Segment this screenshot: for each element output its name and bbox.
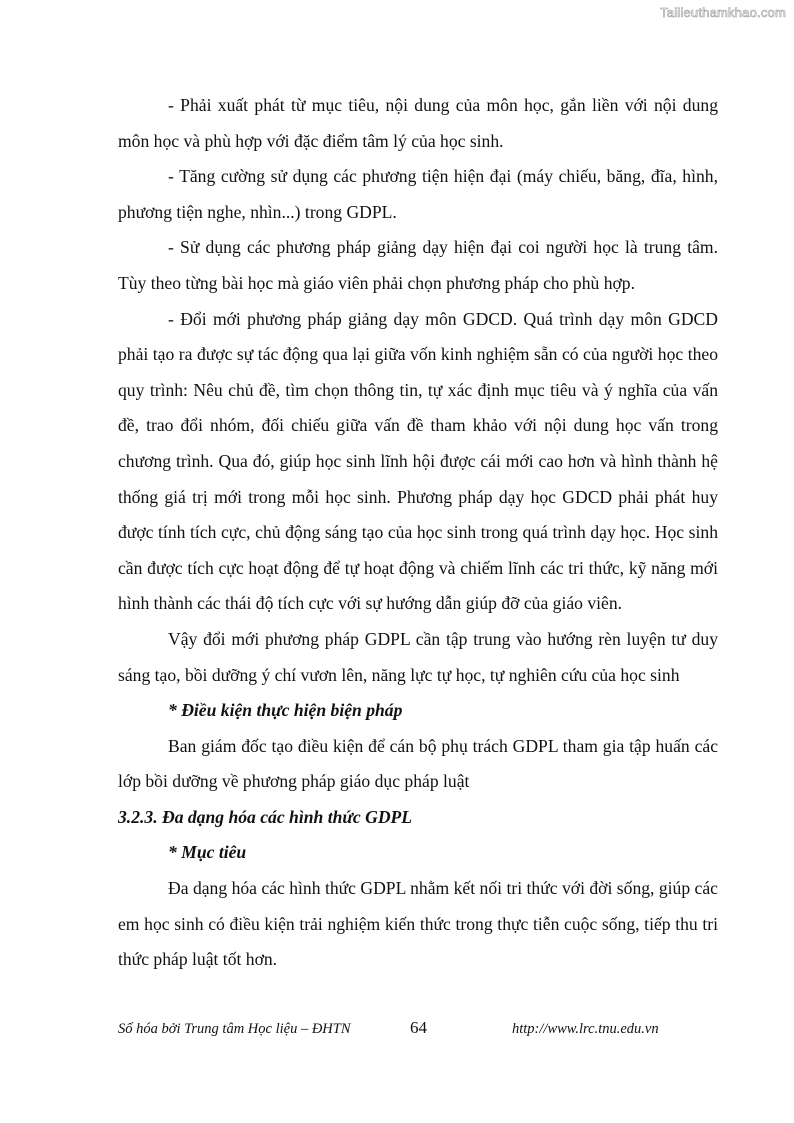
condition-heading: * Điều kiện thực hiện biện pháp: [168, 700, 403, 721]
page-number: 64: [410, 1018, 427, 1037]
paragraph-learner-centered: - Sử dụng các phương pháp giảng dạy hiện đại coi người học là trung tâm. Tùy theo từng bài học mà giáo viên phải chọn phương pháp cho phù hợp.: [118, 237, 718, 293]
document-body: [118, 88, 718, 978]
objective-paragraph: Đa dạng hóa các hình thức GDPL nhằm kết nối tri thức với đời sống, giúp các em học sinh có điều kiện trải nghiệm kiến thức trong thực tiễn cuộc sống, tiếp thu tri thức pháp luật tốt hơn.: [118, 878, 718, 970]
paragraph-gdcd-innovation: - Đổi mới phương pháp giảng dạy môn GDCD. Quá trình dạy môn GDCD phải tạo ra được sự tác động qua lại giữa vốn kinh nghiệm sẵn có của người học theo quy trình: Nêu chủ đề, tìm chọn thông tin, tự xác định mục tiêu và ý nghĩa của vấn đề, trao đổi nhóm, đối chiếu giữa vấn đề tham khảo với nội dung học vấn trong chương trình. Qua đó, giúp học sinh lĩnh hội được cái mới cao hơn và hình thành hệ thống giá trị mới trong mỗi học sinh. Phương pháp dạy học GDCD phải phát huy được tính tích cực, chủ động sáng tạo của học sinh trong quá trình dạy học. Học sinh cần được tích cực hoạt động để tự hoạt động và chiếm lĩnh các tri thức, kỹ năng mới hình thành các thái độ tích cực với sự hướng dẫn giúp đỡ của giáo viên.: [118, 308, 718, 614]
paragraph-objective-alignment: - Phải xuất phát từ mục tiêu, nội dung của môn học, gắn liền với nội dung môn học và phù hợp với đặc điểm tâm lý của học sinh.: [118, 95, 718, 151]
condition-paragraph: Ban giám đốc tạo điều kiện để cán bộ phụ trách GDPL tham gia tập huấn các lớp bồi dưỡng về phương pháp giáo dục pháp luật: [118, 735, 718, 792]
paragraph-conclusion: Vậy đổi mới phương pháp GDPL cần tập trung vào hướng rèn luyện tư duy sáng tạo, bồi dưỡng ý chí vươn lên, năng lực tự học, tự nghiên cứu của học sinh: [118, 628, 718, 685]
site-watermark: Tailieuthamkhao.com: [660, 5, 786, 20]
page-footer: [118, 1018, 718, 1044]
footer-source: Số hóa bởi Trung tâm Học liệu – ĐHTN: [118, 1021, 351, 1037]
objective-heading: * Mục tiêu: [168, 842, 247, 863]
footer-url: http://www.lrc.tnu.edu.vn: [512, 1021, 659, 1037]
paragraph-modern-media: - Tăng cường sử dụng các phương tiện hiện đại (máy chiếu, băng, đĩa, hình, phương tiện nghe, nhìn...) trong GDPL.: [118, 166, 718, 222]
section-heading: 3.2.3. Đa dạng hóa các hình thức GDPL: [118, 806, 413, 827]
